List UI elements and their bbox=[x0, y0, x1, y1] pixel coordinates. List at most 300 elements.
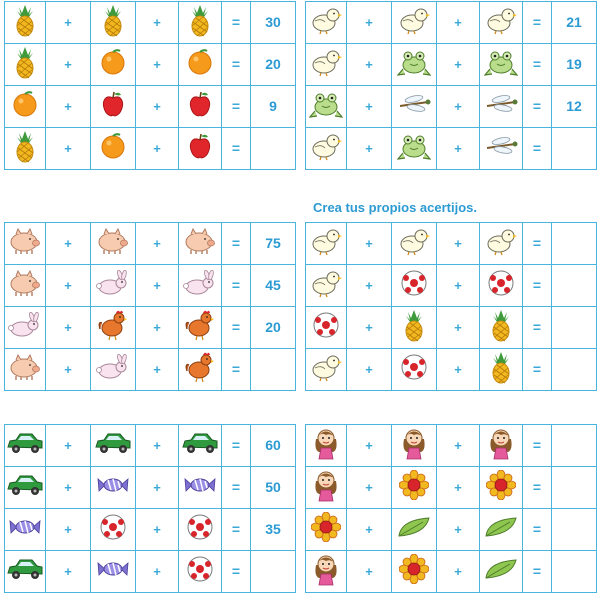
hen-icon bbox=[185, 351, 215, 388]
plus-symbol: + bbox=[365, 235, 373, 251]
plus-symbol: + bbox=[454, 479, 462, 495]
picture-cell bbox=[480, 307, 523, 349]
puzzle-row bbox=[306, 551, 597, 593]
plus-sign bbox=[437, 425, 480, 467]
plus-sign bbox=[347, 307, 392, 349]
result-cell bbox=[552, 551, 597, 593]
ball-icon bbox=[99, 513, 127, 546]
pineapple-icon bbox=[12, 45, 38, 84]
result-cell bbox=[251, 265, 296, 307]
pig-icon bbox=[183, 227, 217, 260]
apple-icon bbox=[100, 90, 126, 123]
result-value: 21 bbox=[566, 13, 582, 30]
equals-symbol: = bbox=[231, 520, 241, 537]
plus-sign bbox=[347, 2, 392, 44]
equals-sign bbox=[222, 425, 251, 467]
picture-cell bbox=[91, 467, 136, 509]
car-icon bbox=[6, 473, 44, 502]
picture-cell bbox=[5, 349, 46, 391]
plus-sign bbox=[437, 307, 480, 349]
plus-symbol: + bbox=[153, 140, 161, 156]
plus-sign bbox=[46, 551, 91, 593]
result-value: 9 bbox=[269, 97, 277, 114]
equals-symbol: = bbox=[231, 234, 241, 251]
frog-icon bbox=[309, 89, 343, 124]
puzzle-row bbox=[5, 128, 296, 170]
chick-icon bbox=[484, 5, 518, 40]
plus-symbol: + bbox=[454, 319, 462, 335]
equals-sign bbox=[523, 307, 552, 349]
result-cell bbox=[552, 2, 597, 44]
picture-cell bbox=[179, 128, 222, 170]
plus-sign bbox=[46, 265, 91, 307]
flower-icon bbox=[399, 554, 429, 589]
picture-cell bbox=[480, 467, 523, 509]
chick-icon bbox=[484, 226, 518, 261]
equals-symbol: = bbox=[231, 478, 241, 495]
equals-sign bbox=[523, 2, 552, 44]
picture-cell bbox=[5, 2, 46, 44]
dragonfly-icon bbox=[483, 135, 519, 162]
hen-icon bbox=[185, 309, 215, 346]
plus-symbol: + bbox=[454, 98, 462, 114]
equals-symbol: = bbox=[231, 55, 241, 72]
hen-icon bbox=[98, 309, 128, 346]
girl-icon bbox=[311, 468, 341, 507]
equals-symbol: = bbox=[231, 97, 241, 114]
chick-icon bbox=[309, 268, 343, 303]
plus-symbol: + bbox=[454, 361, 462, 377]
picture-cell bbox=[392, 551, 437, 593]
equals-sign bbox=[523, 223, 552, 265]
equals-sign bbox=[222, 467, 251, 509]
equals-symbol: = bbox=[532, 478, 542, 495]
result-cell bbox=[552, 425, 597, 467]
plus-symbol: + bbox=[64, 319, 72, 335]
equals-symbol: = bbox=[532, 562, 542, 579]
pineapple-icon bbox=[488, 308, 514, 347]
pineapple-icon bbox=[12, 129, 38, 168]
plus-symbol: + bbox=[365, 98, 373, 114]
picture-cell bbox=[480, 223, 523, 265]
puzzle-row bbox=[306, 349, 597, 391]
picture-cell bbox=[480, 44, 523, 86]
plus-sign bbox=[437, 223, 480, 265]
picture-cell bbox=[306, 128, 347, 170]
rabbit-icon bbox=[96, 354, 130, 385]
result-cell bbox=[251, 223, 296, 265]
picture-cell bbox=[91, 509, 136, 551]
puzzle-grid-create-own-2 bbox=[305, 424, 597, 593]
puzzle-row bbox=[5, 2, 296, 44]
puzzle-row bbox=[5, 425, 296, 467]
picture-cell bbox=[306, 86, 347, 128]
chick-icon bbox=[309, 5, 343, 40]
pig-icon bbox=[8, 269, 42, 302]
plus-symbol: + bbox=[64, 98, 72, 114]
picture-cell bbox=[91, 349, 136, 391]
plus-sign bbox=[347, 349, 392, 391]
apple-icon bbox=[187, 132, 213, 165]
picture-cell bbox=[480, 265, 523, 307]
plus-sign bbox=[136, 551, 179, 593]
picture-cell bbox=[5, 425, 46, 467]
puzzle-row bbox=[306, 86, 597, 128]
plus-symbol: + bbox=[153, 56, 161, 72]
flower-icon bbox=[486, 470, 516, 505]
picture-cell bbox=[91, 265, 136, 307]
plus-symbol: + bbox=[153, 479, 161, 495]
picture-cell bbox=[306, 349, 347, 391]
orange-icon bbox=[186, 48, 214, 81]
result-cell bbox=[552, 467, 597, 509]
plus-sign bbox=[437, 265, 480, 307]
puzzle-grid-fruit bbox=[4, 1, 296, 170]
equals-sign bbox=[222, 349, 251, 391]
picture-cell bbox=[5, 265, 46, 307]
plus-sign bbox=[437, 128, 480, 170]
car-icon bbox=[6, 431, 44, 460]
plus-symbol: + bbox=[153, 521, 161, 537]
rabbit-icon bbox=[96, 270, 130, 301]
pig-icon bbox=[96, 227, 130, 260]
ball-icon bbox=[186, 513, 214, 546]
plus-sign bbox=[347, 265, 392, 307]
candy-icon bbox=[8, 517, 42, 542]
picture-cell bbox=[480, 425, 523, 467]
puzzle-row bbox=[306, 509, 597, 551]
pig-icon bbox=[8, 353, 42, 386]
picture-cell bbox=[306, 425, 347, 467]
equals-symbol: = bbox=[532, 13, 542, 30]
picture-cell bbox=[392, 467, 437, 509]
picture-cell bbox=[91, 128, 136, 170]
equals-symbol: = bbox=[532, 360, 542, 377]
plus-symbol: + bbox=[153, 437, 161, 453]
equals-symbol: = bbox=[532, 97, 542, 114]
plus-symbol: + bbox=[365, 563, 373, 579]
puzzle-row bbox=[5, 86, 296, 128]
chick-icon bbox=[397, 5, 431, 40]
equals-sign bbox=[222, 509, 251, 551]
leaf-icon bbox=[397, 516, 431, 543]
picture-cell bbox=[392, 223, 437, 265]
pineapple-icon bbox=[187, 3, 213, 42]
equals-sign bbox=[222, 307, 251, 349]
orange-icon bbox=[11, 90, 39, 123]
puzzle-grid-farm bbox=[4, 222, 296, 391]
result-cell bbox=[251, 509, 296, 551]
puzzle-row bbox=[5, 467, 296, 509]
picture-cell bbox=[179, 467, 222, 509]
result-value: 35 bbox=[265, 520, 281, 537]
plus-symbol: + bbox=[365, 361, 373, 377]
ball-icon bbox=[186, 555, 214, 588]
picture-cell bbox=[480, 551, 523, 593]
plus-sign bbox=[136, 44, 179, 86]
picture-cell bbox=[179, 509, 222, 551]
picture-cell bbox=[392, 349, 437, 391]
picture-cell bbox=[179, 425, 222, 467]
plus-sign bbox=[347, 44, 392, 86]
plus-sign bbox=[46, 425, 91, 467]
picture-cell bbox=[392, 307, 437, 349]
plus-sign bbox=[46, 44, 91, 86]
picture-cell bbox=[179, 2, 222, 44]
plus-sign bbox=[347, 551, 392, 593]
puzzle-row bbox=[306, 223, 597, 265]
equals-symbol: = bbox=[532, 318, 542, 335]
plus-symbol: + bbox=[454, 56, 462, 72]
equals-symbol: = bbox=[532, 234, 542, 251]
plus-symbol: + bbox=[454, 277, 462, 293]
picture-cell bbox=[480, 509, 523, 551]
picture-cell bbox=[179, 551, 222, 593]
puzzle-row bbox=[5, 265, 296, 307]
result-cell bbox=[552, 223, 597, 265]
puzzle-row bbox=[5, 551, 296, 593]
equals-sign bbox=[222, 265, 251, 307]
picture-cell bbox=[179, 44, 222, 86]
car-icon bbox=[181, 431, 219, 460]
plus-symbol: + bbox=[365, 479, 373, 495]
plus-sign bbox=[136, 86, 179, 128]
plus-sign bbox=[136, 349, 179, 391]
plus-symbol: + bbox=[454, 437, 462, 453]
plus-symbol: + bbox=[365, 437, 373, 453]
plus-symbol: + bbox=[365, 140, 373, 156]
puzzle-row bbox=[306, 2, 597, 44]
picture-cell bbox=[392, 44, 437, 86]
plus-symbol: + bbox=[153, 319, 161, 335]
equals-sign bbox=[523, 349, 552, 391]
puzzle-grid-toys bbox=[4, 424, 296, 593]
picture-cell bbox=[392, 128, 437, 170]
plus-sign bbox=[46, 86, 91, 128]
plus-symbol: + bbox=[64, 479, 72, 495]
plus-sign bbox=[437, 2, 480, 44]
flower-icon bbox=[311, 512, 341, 547]
puzzle-grid-create-own-1 bbox=[305, 222, 597, 391]
plus-sign bbox=[46, 467, 91, 509]
picture-cell bbox=[480, 349, 523, 391]
plus-sign bbox=[347, 86, 392, 128]
equals-symbol: = bbox=[231, 318, 241, 335]
chick-icon bbox=[309, 352, 343, 387]
picture-cell bbox=[179, 223, 222, 265]
picture-cell bbox=[480, 128, 523, 170]
picture-cell bbox=[5, 223, 46, 265]
plus-symbol: + bbox=[153, 98, 161, 114]
equals-symbol: = bbox=[231, 276, 241, 293]
picture-cell bbox=[91, 307, 136, 349]
picture-cell bbox=[5, 467, 46, 509]
plus-symbol: + bbox=[153, 14, 161, 30]
picture-cell bbox=[306, 307, 347, 349]
picture-cell bbox=[91, 44, 136, 86]
result-cell bbox=[251, 2, 296, 44]
result-cell bbox=[251, 467, 296, 509]
picture-cell bbox=[392, 509, 437, 551]
pig-icon bbox=[8, 227, 42, 260]
picture-cell bbox=[5, 86, 46, 128]
puzzle-row bbox=[306, 467, 597, 509]
orange-icon bbox=[99, 48, 127, 81]
plus-sign bbox=[46, 128, 91, 170]
equals-symbol: = bbox=[532, 436, 542, 453]
puzzle-row bbox=[306, 128, 597, 170]
equals-symbol: = bbox=[532, 139, 542, 156]
picture-cell bbox=[306, 265, 347, 307]
pineapple-icon bbox=[488, 350, 514, 389]
plus-sign bbox=[136, 265, 179, 307]
rabbit-icon bbox=[8, 312, 42, 343]
picture-cell bbox=[306, 44, 347, 86]
plus-sign bbox=[347, 509, 392, 551]
result-value: 12 bbox=[566, 97, 582, 114]
ball-icon bbox=[487, 269, 515, 302]
result-cell bbox=[251, 86, 296, 128]
result-value: 20 bbox=[265, 318, 281, 335]
plus-symbol: + bbox=[64, 277, 72, 293]
puzzle-row bbox=[306, 265, 597, 307]
plus-symbol: + bbox=[64, 235, 72, 251]
plus-symbol: + bbox=[365, 14, 373, 30]
ball-icon bbox=[400, 353, 428, 386]
plus-sign bbox=[136, 307, 179, 349]
girl-icon bbox=[486, 426, 516, 465]
plus-sign bbox=[437, 509, 480, 551]
plus-symbol: + bbox=[153, 563, 161, 579]
rabbit-icon bbox=[183, 270, 217, 301]
picture-cell bbox=[5, 307, 46, 349]
girl-icon bbox=[399, 426, 429, 465]
plus-symbol: + bbox=[454, 521, 462, 537]
picture-cell bbox=[392, 86, 437, 128]
plus-sign bbox=[437, 44, 480, 86]
equals-sign bbox=[222, 223, 251, 265]
puzzle-row bbox=[5, 44, 296, 86]
result-cell bbox=[552, 44, 597, 86]
equals-sign bbox=[222, 2, 251, 44]
picture-cell bbox=[179, 307, 222, 349]
picture-cell bbox=[306, 551, 347, 593]
apple-icon bbox=[187, 90, 213, 123]
equals-sign bbox=[523, 509, 552, 551]
frog-icon bbox=[397, 131, 431, 166]
puzzle-grid-animals bbox=[305, 1, 597, 170]
equals-sign bbox=[523, 425, 552, 467]
picture-cell bbox=[179, 265, 222, 307]
chick-icon bbox=[309, 131, 343, 166]
picture-cell bbox=[91, 223, 136, 265]
equals-sign bbox=[222, 44, 251, 86]
plus-sign bbox=[46, 307, 91, 349]
plus-sign bbox=[437, 467, 480, 509]
plus-symbol: + bbox=[153, 235, 161, 251]
picture-cell bbox=[306, 223, 347, 265]
result-cell bbox=[552, 128, 597, 170]
candy-icon bbox=[183, 475, 217, 500]
result-value: 30 bbox=[265, 13, 281, 30]
picture-cell bbox=[306, 467, 347, 509]
plus-sign bbox=[347, 467, 392, 509]
equals-sign bbox=[523, 265, 552, 307]
picture-cell bbox=[392, 425, 437, 467]
plus-sign bbox=[136, 425, 179, 467]
picture-cell bbox=[392, 265, 437, 307]
picture-cell bbox=[306, 509, 347, 551]
plus-symbol: + bbox=[454, 140, 462, 156]
picture-cell bbox=[91, 425, 136, 467]
equals-symbol: = bbox=[231, 360, 241, 377]
plus-symbol: + bbox=[64, 56, 72, 72]
result-cell bbox=[552, 349, 597, 391]
plus-symbol: + bbox=[64, 140, 72, 156]
puzzle-row bbox=[5, 509, 296, 551]
chick-icon bbox=[309, 47, 343, 82]
result-cell bbox=[552, 265, 597, 307]
plus-symbol: + bbox=[365, 319, 373, 335]
car-icon bbox=[94, 431, 132, 460]
result-cell bbox=[251, 551, 296, 593]
result-value: 60 bbox=[265, 436, 281, 453]
picture-cell bbox=[91, 86, 136, 128]
equals-symbol: = bbox=[532, 520, 542, 537]
candy-icon bbox=[96, 559, 130, 584]
plus-sign bbox=[46, 2, 91, 44]
equals-sign bbox=[523, 467, 552, 509]
equals-symbol: = bbox=[231, 139, 241, 156]
plus-sign bbox=[437, 86, 480, 128]
result-cell bbox=[251, 44, 296, 86]
flower-icon bbox=[399, 470, 429, 505]
dragonfly-icon bbox=[396, 93, 432, 120]
result-cell bbox=[552, 86, 597, 128]
picture-cell bbox=[91, 551, 136, 593]
picture-cell bbox=[480, 2, 523, 44]
girl-icon bbox=[311, 552, 341, 591]
equals-symbol: = bbox=[532, 55, 542, 72]
equals-sign bbox=[523, 128, 552, 170]
equals-sign bbox=[523, 86, 552, 128]
puzzle-row bbox=[306, 425, 597, 467]
pineapple-icon bbox=[12, 3, 38, 42]
plus-symbol: + bbox=[64, 14, 72, 30]
chick-icon bbox=[309, 226, 343, 261]
plus-sign bbox=[46, 223, 91, 265]
picture-cell bbox=[480, 86, 523, 128]
result-value: 50 bbox=[265, 478, 281, 495]
plus-sign bbox=[136, 2, 179, 44]
result-value: 20 bbox=[265, 55, 281, 72]
plus-symbol: + bbox=[64, 437, 72, 453]
equals-sign bbox=[222, 551, 251, 593]
picture-cell bbox=[5, 509, 46, 551]
result-value: 75 bbox=[265, 234, 281, 251]
puzzle-row bbox=[306, 44, 597, 86]
plus-sign bbox=[347, 223, 392, 265]
plus-symbol: + bbox=[365, 277, 373, 293]
result-cell bbox=[251, 307, 296, 349]
result-cell bbox=[552, 307, 597, 349]
picture-cell bbox=[392, 2, 437, 44]
plus-sign bbox=[136, 509, 179, 551]
orange-icon bbox=[99, 132, 127, 165]
plus-sign bbox=[437, 551, 480, 593]
plus-sign bbox=[136, 223, 179, 265]
plus-sign bbox=[136, 467, 179, 509]
